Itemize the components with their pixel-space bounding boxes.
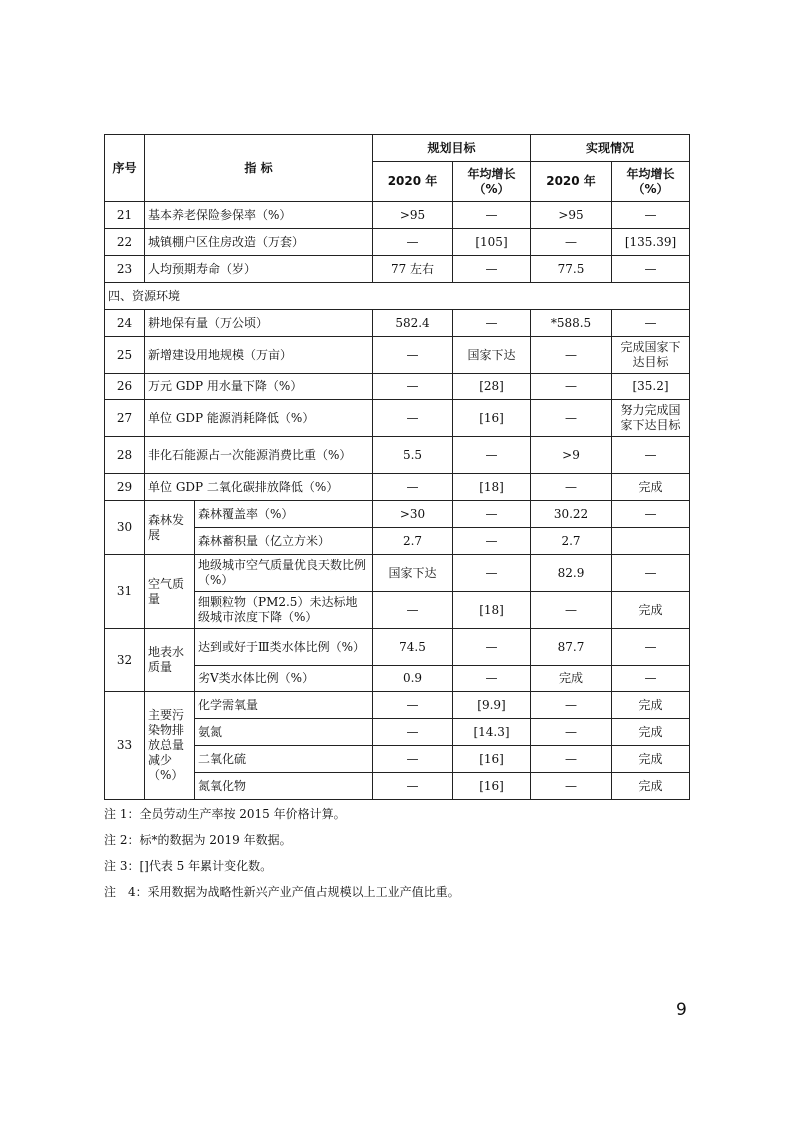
plan-avg: — — [453, 202, 531, 229]
row-no: 31 — [105, 555, 145, 629]
header-actual-2020: 2020 年 — [531, 162, 612, 202]
row-no: 33 — [105, 692, 145, 800]
plan-avg: [14.3] — [453, 719, 531, 746]
plan-avg: [16] — [453, 400, 531, 437]
header-plan-avg: 年均增长（%） — [453, 162, 531, 202]
section-title: 四、资源环境 — [105, 283, 690, 310]
actual-avg: [35.2] — [612, 374, 690, 400]
plan-avg: — — [453, 437, 531, 474]
actual-2020: 87.7 — [531, 629, 612, 666]
plan-2020: 2.7 — [373, 528, 453, 555]
table-row — [105, 474, 690, 501]
row-indicator: 耕地保有量（万公顷） — [145, 310, 373, 337]
row-no: 21 — [105, 202, 145, 229]
actual-2020: — — [531, 229, 612, 256]
plan-2020: 0.9 — [373, 666, 453, 692]
actual-avg: 完成 — [612, 474, 690, 501]
note-3: 注 3：[]代表 5 年累计变化数。 — [104, 859, 273, 873]
plan-avg: 国家下达 — [453, 337, 531, 374]
plan-2020: 5.5 — [373, 437, 453, 474]
plan-2020: 74.5 — [373, 629, 453, 666]
row-indicator: 森林覆盖率（%） — [195, 501, 373, 528]
actual-avg: — — [612, 629, 690, 666]
row-indicator: 劣Ⅴ类水体比例（%） — [195, 666, 373, 692]
plan-2020: — — [373, 337, 453, 374]
row-indicator: 单位 GDP 能源消耗降低（%） — [145, 400, 373, 437]
actual-2020: — — [531, 374, 612, 400]
actual-avg: — — [612, 437, 690, 474]
actual-avg: — — [612, 202, 690, 229]
plan-2020: — — [373, 692, 453, 719]
plan-avg: [18] — [453, 474, 531, 501]
actual-avg: — — [612, 501, 690, 528]
plan-2020: 国家下达 — [373, 555, 453, 592]
actual-avg: 完成 — [612, 746, 690, 773]
row-indicator: 氨氮 — [195, 719, 373, 746]
plan-2020: >30 — [373, 501, 453, 528]
plan-avg: — — [453, 666, 531, 692]
table-row — [105, 202, 690, 229]
actual-avg: — — [612, 555, 690, 592]
row-indicator: 地级城市空气质量优良天数比例（%） — [195, 555, 373, 592]
actual-2020: 82.9 — [531, 555, 612, 592]
plan-avg: [16] — [453, 773, 531, 800]
row-indicator: 化学需氧量 — [195, 692, 373, 719]
table-row — [105, 374, 690, 400]
actual-avg: 完成 — [612, 773, 690, 800]
actual-2020: *588.5 — [531, 310, 612, 337]
actual-2020: >9 — [531, 437, 612, 474]
row-no: 25 — [105, 337, 145, 374]
actual-2020: >95 — [531, 202, 612, 229]
row-indicator: 森林蓄积量（亿立方米） — [195, 528, 373, 555]
row-no: 26 — [105, 374, 145, 400]
actual-2020: — — [531, 474, 612, 501]
actual-avg: 完成 — [612, 692, 690, 719]
plan-avg: [18] — [453, 592, 531, 629]
plan-avg: [16] — [453, 746, 531, 773]
actual-avg: [135.39] — [612, 229, 690, 256]
row-indicator: 二氧化硫 — [195, 746, 373, 773]
plan-2020: >95 — [373, 202, 453, 229]
row-no: 22 — [105, 229, 145, 256]
actual-avg: — — [612, 666, 690, 692]
plan-2020: — — [373, 474, 453, 501]
plan-2020: — — [373, 719, 453, 746]
table-row — [105, 437, 690, 474]
table-header — [105, 135, 690, 202]
group-label: 森林发展 — [145, 501, 195, 555]
plan-avg: — — [453, 256, 531, 283]
table-row — [105, 400, 690, 437]
actual-avg: — — [612, 310, 690, 337]
note-4: 注 4：采用数据为战略性新兴产业产值占规模以上工业产值比重。 — [104, 885, 460, 899]
plan-2020: — — [373, 592, 453, 629]
actual-avg: 完成 — [612, 592, 690, 629]
actual-2020: 77.5 — [531, 256, 612, 283]
actual-2020: — — [531, 719, 612, 746]
row-indicator: 新增建设用地规模（万亩） — [145, 337, 373, 374]
row-indicator: 城镇棚户区住房改造（万套） — [145, 229, 373, 256]
table-row — [105, 229, 690, 256]
row-indicator: 人均预期寿命（岁） — [145, 256, 373, 283]
row-no: 23 — [105, 256, 145, 283]
row-indicator: 细颗粒物（PM2.5）未达标地级城市浓度下降（%） — [195, 592, 373, 629]
plan-2020: — — [373, 374, 453, 400]
plan-2020: 77 左右 — [373, 256, 453, 283]
plan-2020: — — [373, 773, 453, 800]
actual-2020: — — [531, 746, 612, 773]
row-no: 32 — [105, 629, 145, 692]
table-row — [105, 501, 690, 528]
row-no: 29 — [105, 474, 145, 501]
note-1: 注 1：全员劳动生产率按 2015 年价格计算。 — [104, 807, 346, 821]
actual-avg — [612, 528, 690, 555]
plan-2020: — — [373, 400, 453, 437]
row-indicator: 达到或好于Ⅲ类水体比例（%） — [195, 629, 373, 666]
actual-2020: — — [531, 400, 612, 437]
note-2: 注 2：标*的数据为 2019 年数据。 — [104, 833, 292, 847]
plan-avg: [9.9] — [453, 692, 531, 719]
header-seq: 序号 — [105, 135, 145, 202]
group-label: 地表水质量 — [145, 629, 195, 692]
header-actual-avg: 年均增长（%） — [612, 162, 690, 202]
table-row — [105, 629, 690, 666]
row-no: 24 — [105, 310, 145, 337]
row-indicator: 万元 GDP 用水量下降（%） — [145, 374, 373, 400]
table-notes — [104, 806, 704, 910]
row-indicator: 氮氧化物 — [195, 773, 373, 800]
indicator-table — [104, 134, 690, 800]
plan-avg: — — [453, 501, 531, 528]
actual-2020: — — [531, 692, 612, 719]
actual-2020: — — [531, 592, 612, 629]
plan-avg: — — [453, 555, 531, 592]
actual-avg: 努力完成国家下达目标 — [612, 400, 690, 437]
row-indicator: 非化石能源占一次能源消费比重（%） — [145, 437, 373, 474]
page-number: 9 — [676, 1000, 687, 1020]
actual-2020: — — [531, 773, 612, 800]
group-label: 空气质量 — [145, 555, 195, 629]
actual-2020: 2.7 — [531, 528, 612, 555]
table-row — [105, 692, 690, 719]
section-row — [105, 283, 690, 310]
actual-2020: — — [531, 337, 612, 374]
actual-2020: 30.22 — [531, 501, 612, 528]
table-body — [105, 202, 690, 800]
header-plan-2020: 2020 年 — [373, 162, 453, 202]
actual-avg: — — [612, 256, 690, 283]
plan-2020: — — [373, 229, 453, 256]
table-row — [105, 310, 690, 337]
plan-avg: — — [453, 629, 531, 666]
header-indicator: 指 标 — [145, 135, 373, 202]
actual-avg: 完成国家下达目标 — [612, 337, 690, 374]
row-no: 27 — [105, 400, 145, 437]
row-no: 28 — [105, 437, 145, 474]
plan-2020: — — [373, 746, 453, 773]
plan-avg: — — [453, 310, 531, 337]
plan-2020: 582.4 — [373, 310, 453, 337]
table-row — [105, 256, 690, 283]
plan-avg: [28] — [453, 374, 531, 400]
group-label: 主要污染物排放总量减少（%） — [145, 692, 195, 800]
plan-avg: [105] — [453, 229, 531, 256]
actual-2020: 完成 — [531, 666, 612, 692]
plan-avg: — — [453, 528, 531, 555]
header-actual-group: 实现情况 — [531, 135, 690, 162]
header-plan-group: 规划目标 — [373, 135, 531, 162]
row-indicator: 单位 GDP 二氧化碳排放降低（%） — [145, 474, 373, 501]
actual-avg: 完成 — [612, 719, 690, 746]
row-no: 30 — [105, 501, 145, 555]
table-row — [105, 555, 690, 592]
row-indicator: 基本养老保险参保率（%） — [145, 202, 373, 229]
table-row — [105, 337, 690, 374]
